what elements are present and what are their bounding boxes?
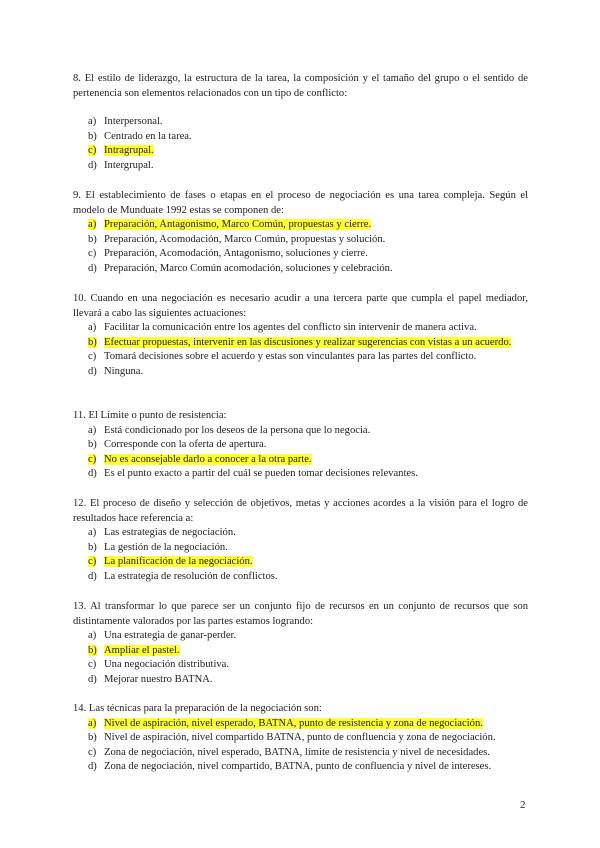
question-stem: 13. Al transformar lo que parece ser un conjunto fijo de recursos en un conjunto de recursos que son distintamente valorados por las partes estamos logrando:	[73, 601, 528, 627]
answer-highlight: La planificación de la negociación.	[104, 556, 253, 567]
option-d[interactable]: d) Intergrupal.	[88, 159, 154, 171]
answer-highlight: No es aconsejable darlo a conocer a la otra parte.	[104, 453, 312, 465]
option-c[interactable]: c) Una negociación distributiva.	[88, 659, 230, 670]
question-stem: 10. Cuando en una negociación es necesario acudir a una tercera parte que cumpla el papel mediador, llevará a cabo las siguientes actuaciones:	[73, 293, 528, 319]
page-number: 2	[520, 799, 526, 811]
options-list	[73, 526, 528, 584]
option-c-correct[interactable]: c) Intragrupal.	[88, 145, 154, 156]
question-9	[73, 189, 528, 276]
question-stem: 9. El establecimiento de fases o etapas en el proceso de negociación es una tarea compleja. Según el modelo de Munduate 1992 estas se componen de:	[73, 190, 528, 216]
option-a[interactable]: a) Las estrategias de negociación.	[88, 527, 236, 538]
option-a[interactable]: a) Está condicionado por los deseos de la persona que lo negocia.	[88, 424, 371, 436]
options-list	[73, 629, 528, 687]
question-stem: 11. El Límite o punto de resistencia:	[73, 410, 227, 421]
question-11	[73, 409, 528, 482]
option-c-correct[interactable]: c) La planificación de la negociación.	[88, 556, 253, 567]
option-d[interactable]: d) Mejorar nuestro BATNA.	[88, 673, 213, 685]
option-a[interactable]: a) Una estrategia de ganar-perder.	[88, 630, 237, 641]
options-list	[73, 424, 528, 482]
question-10	[73, 292, 528, 379]
question-13	[73, 600, 528, 687]
question-14	[73, 702, 528, 775]
options-list	[73, 717, 528, 775]
option-c-correct[interactable]: c) No es aconsejable darlo a conocer a la otra parte.	[88, 453, 312, 465]
answer-highlight: Preparación, Antagonismo, Marco Común, propuestas y cierre.	[104, 219, 372, 230]
option-b-correct[interactable]: b) Efectuar propuestas, intervenir en las discusiones y realizar sugerencias con vistas a un acuerdo.	[88, 336, 512, 348]
option-b[interactable]: b) Centrado en la tarea.	[88, 130, 192, 142]
question-stem: 12. El proceso de diseño y selección de objetivos, metas y acciones acordes a la visión para el logro de resultados hace referencia a:	[73, 498, 528, 524]
option-a-correct[interactable]: a) Preparación, Antagonismo, Marco Común, propuestas y cierre.	[88, 219, 372, 230]
answer-highlight: Efectuar propuestas, intervenir en las discusiones y realizar sugerencias con vistas a un acuerdo.	[104, 336, 512, 348]
option-b[interactable]: b) La gestión de la negociación.	[88, 541, 228, 553]
options-list	[73, 115, 528, 173]
answer-highlight: Nivel de aspiración, nivel esperado, BATNA, punto de resistencia y zona de negociación.	[104, 717, 483, 729]
option-a[interactable]: a) Facilitar la comunicación entre los agentes del conflicto sin intervenir de manera activa.	[88, 322, 477, 333]
answer-highlight: Ampliar el pastel.	[104, 644, 180, 656]
option-d[interactable]: d) Zona de negociación, nivel compartido, BATNA, punto de confluencia y nivel de intereses.	[88, 761, 492, 772]
option-d[interactable]: d) Es el punto exacto a partir del cuál se pueden tomar decisiones relevantes.	[88, 468, 418, 479]
option-c[interactable]: c) Preparación, Acomodación, Antagonismo, soluciones y cierre.	[88, 248, 368, 259]
question-8	[73, 72, 528, 173]
option-a-correct[interactable]: a) Nivel de aspiración, nivel esperado, BATNA, punto de resistencia y zona de negociación.	[88, 717, 483, 729]
option-c[interactable]: c) Zona de negociación, nivel esperado, BATNA, límite de resistencia y nivel de necesidades.	[88, 746, 490, 758]
option-c[interactable]: c) Tomará decisiones sobre el acuerdo y estas son vinculantes para las partes del conflicto.	[88, 351, 477, 362]
option-a[interactable]: a) Interpersonal.	[88, 116, 163, 127]
options-list	[73, 218, 528, 276]
option-d[interactable]: d) La estrategia de resolución de conflictos.	[88, 570, 278, 582]
option-d[interactable]: d) Ninguna.	[88, 365, 144, 377]
question-12	[73, 497, 528, 584]
option-b[interactable]: b) Preparación, Acomodación, Marco Común, propuestas y solución.	[88, 233, 386, 245]
options-list	[73, 321, 528, 379]
option-b-correct[interactable]: b) Ampliar el pastel.	[88, 644, 180, 656]
option-d[interactable]: d) Preparación, Marco Común acomodación, soluciones y celebración.	[88, 262, 393, 274]
option-b[interactable]: b) Corresponde con la oferta de apertura.	[88, 439, 267, 450]
question-stem: 8. El estilo de liderazgo, la estructura de la tarea, la composición y el tamaño del grupo o el sentido de pertenencia son elementos relacionados con un tipo de conflicto:	[73, 73, 528, 99]
option-b[interactable]: b) Nivel de aspiración, nivel compartido BATNA, punto de confluencia y zona de negociación.	[88, 732, 496, 743]
question-stem: 14. Las técnicas para la preparación de la negociación son:	[73, 703, 322, 714]
answer-highlight: Intragrupal.	[104, 145, 154, 156]
